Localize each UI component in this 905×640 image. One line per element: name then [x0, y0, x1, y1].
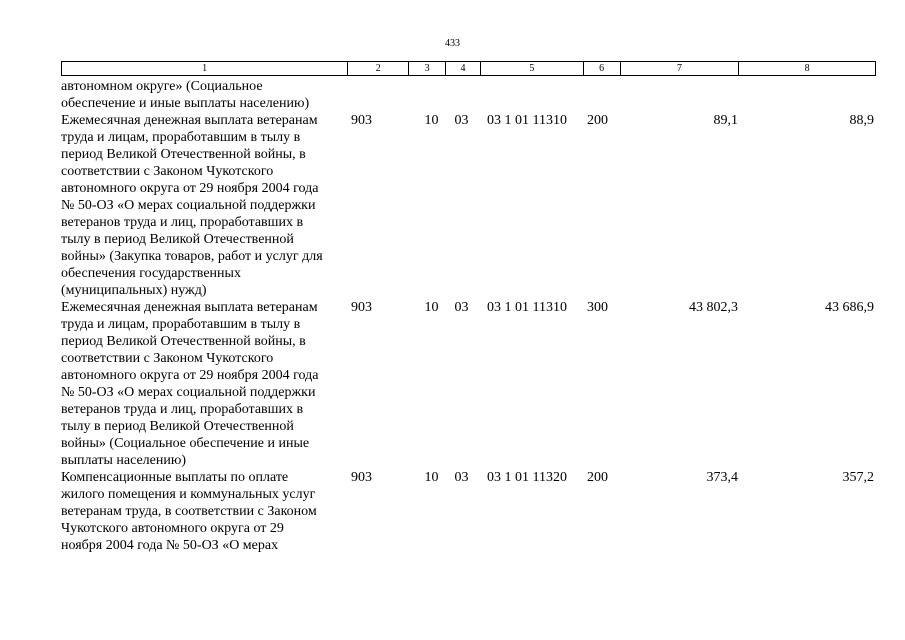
table-row [61, 469, 876, 554]
description-line: ветеранов труда и лиц, проработавших в [61, 215, 304, 230]
description-line: соответствии с Законом Чукотского [61, 164, 274, 179]
ministry-code: 903 [351, 113, 372, 128]
description-line: период Великой Отечественной войны, в [61, 147, 306, 162]
header-col-8: 8 [804, 63, 810, 74]
amount-col-8 [740, 78, 876, 112]
row-description [61, 112, 348, 299]
description-line: № 50-ОЗ «О мерах социальной поддержки [61, 385, 316, 400]
description-line: (муниципальных) нужд) [61, 283, 207, 298]
description-line: ноября 2004 года № 50-ОЗ «О мерах [61, 538, 279, 553]
expense-type-code: 200 [587, 113, 608, 128]
description-line: Чукотского автономного округа от 29 [61, 521, 284, 536]
section-code: 10 [424, 300, 439, 315]
description-line: Компенсационные выплаты по оплате [61, 470, 289, 485]
description-line: ветеранам труда, в соответствии с Законом [61, 504, 317, 519]
table-row [61, 112, 876, 299]
row-description [61, 469, 348, 554]
table-header [61, 61, 876, 76]
description-line: обеспечения государственных [61, 266, 241, 281]
expense-type-code: 300 [587, 300, 608, 315]
description-line: Ежемесячная денежная выплата ветеранам [61, 300, 318, 315]
amount-col-8: 88,9 [849, 113, 874, 128]
header-col-2: 2 [348, 62, 409, 75]
header-col-4: 4 [446, 62, 481, 75]
description-line: Ежемесячная денежная выплата ветеранам [61, 113, 318, 128]
table-row [61, 299, 876, 469]
amount-col-7: 373,4 [706, 470, 738, 485]
description-line: труда и лицам, проработавшим в тылу в [61, 317, 301, 332]
section-code: 10 [424, 113, 439, 128]
description-line: ветеранов труда и лиц, проработавших в [61, 402, 304, 417]
row-description [61, 299, 348, 469]
amount-col-8: 357,2 [842, 470, 874, 485]
description-line: автономного округа от 29 ноября 2004 года [61, 181, 319, 196]
target-article-code [481, 78, 584, 112]
subsection-code: 03 [454, 113, 469, 128]
description-line: выплаты населению) [61, 453, 186, 468]
amount-col-7: 43 802,3 [689, 300, 738, 315]
description-line: период Великой Отечественной войны, в [61, 334, 306, 349]
header-col-7: 7 [621, 62, 740, 75]
ministry-code: 903 [351, 470, 372, 485]
description-line: жилого помещения и коммунальных услуг [61, 487, 316, 502]
header-col-3: 3 [409, 62, 446, 75]
description-line: автономного округа от 29 ноября 2004 года [61, 368, 319, 383]
target-article-code: 03 1 01 11320 [487, 470, 567, 485]
description-line: обеспечение и иные выплаты населению) [61, 96, 310, 111]
description-line: тылу в период Великой Отечественной [61, 232, 294, 247]
subsection-code: 03 [454, 470, 469, 485]
description-line: труда и лицам, проработавшим в тылу в [61, 130, 301, 145]
row-description [61, 78, 348, 112]
expense-type-code [584, 78, 621, 112]
target-article-code: 03 1 01 11310 [487, 300, 567, 315]
description-line: № 50-ОЗ «О мерах социальной поддержки [61, 198, 316, 213]
description-line: соответствии с Законом Чукотского [61, 351, 274, 366]
amount-col-7: 89,1 [713, 113, 738, 128]
header-col-6: 6 [584, 62, 621, 75]
description-line: войны» (Закупка товаров, работ и услуг для [61, 249, 323, 264]
amount-col-7 [621, 78, 740, 112]
table-body [61, 78, 876, 554]
section-code [409, 78, 446, 112]
section-code: 10 [424, 470, 439, 485]
subsection-code: 03 [454, 300, 469, 315]
description-line: войны» (Социальное обеспечение и иные [61, 436, 310, 451]
page-number: 433 [445, 38, 460, 49]
ministry-code [348, 78, 409, 112]
header-col-5: 5 [481, 62, 584, 75]
subsection-code [446, 78, 481, 112]
amount-col-8: 43 686,9 [825, 300, 874, 315]
description-line: автономном округе» (Социальное [61, 79, 263, 94]
target-article-code: 03 1 01 11310 [487, 113, 567, 128]
description-line: тылу в период Великой Отечественной [61, 419, 294, 434]
header-col-1: 1 [62, 62, 348, 75]
ministry-code: 903 [351, 300, 372, 315]
table-row [61, 78, 876, 112]
expense-type-code: 200 [587, 470, 608, 485]
